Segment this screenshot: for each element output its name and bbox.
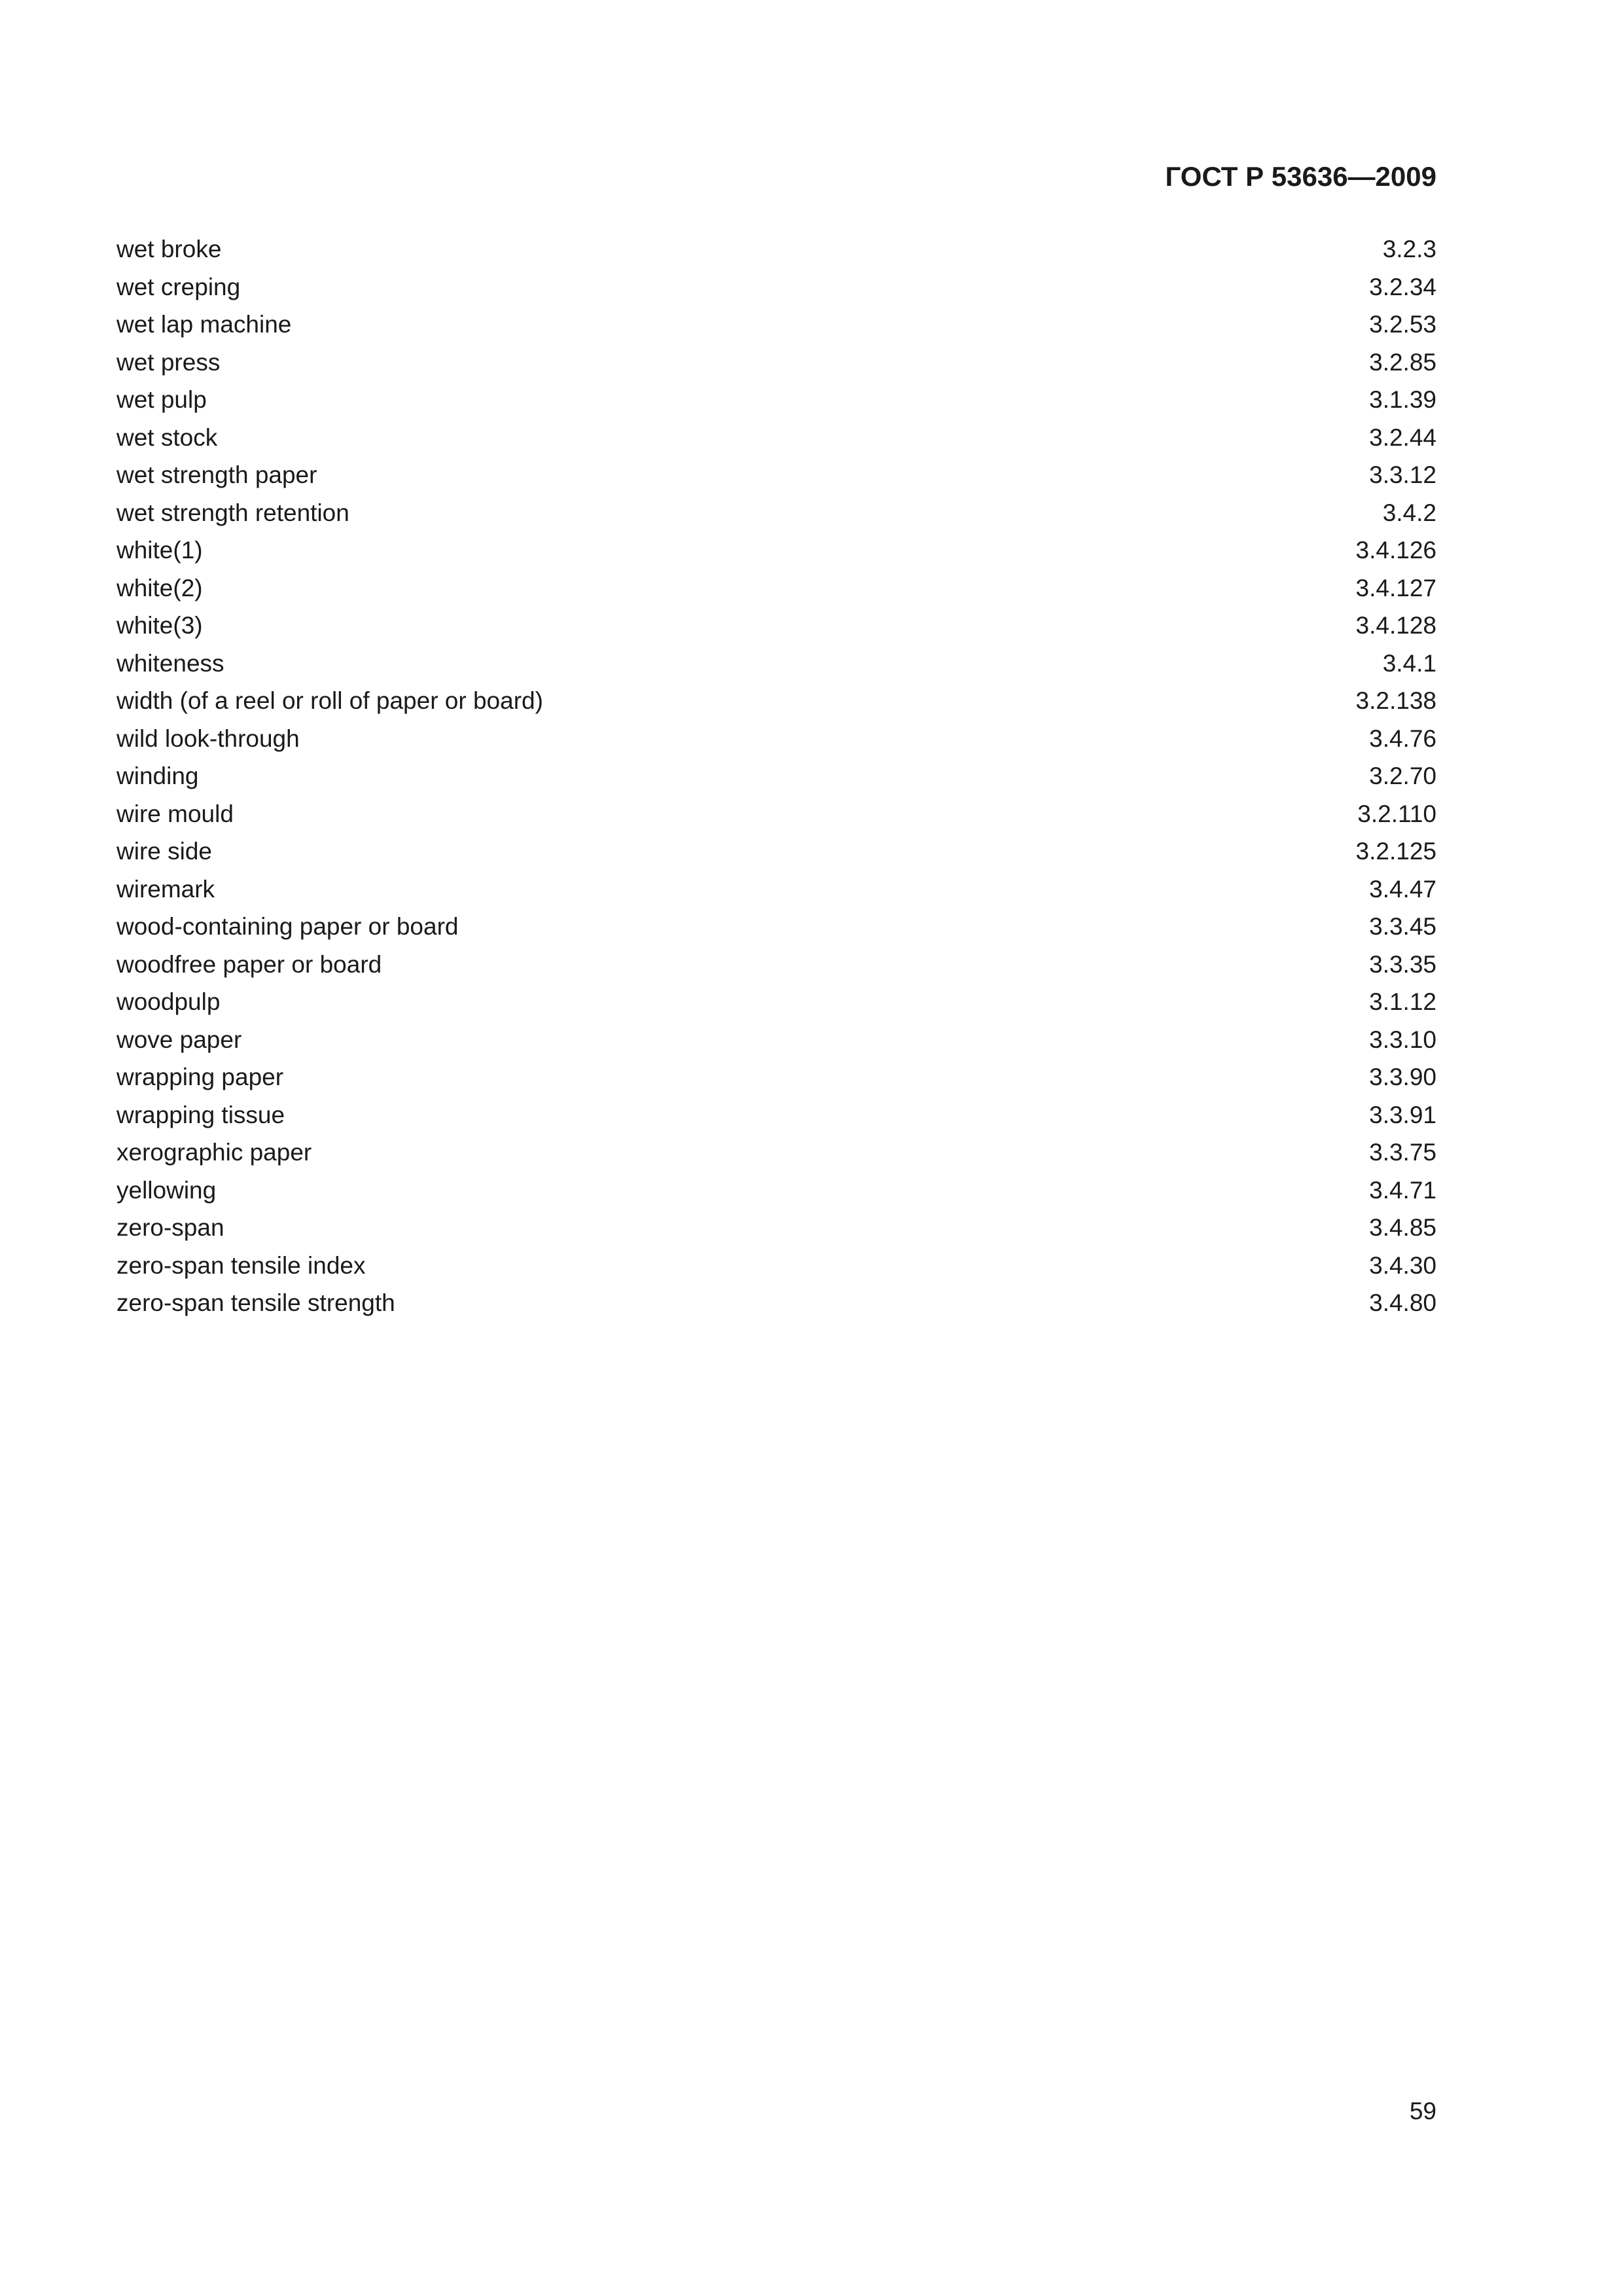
index-reference-number: 3.1.39 bbox=[1369, 386, 1436, 413]
index-reference-number: 3.2.44 bbox=[1369, 423, 1436, 451]
index-reference-number: 3.2.85 bbox=[1369, 348, 1436, 376]
index-entry bbox=[116, 946, 1436, 984]
index-entry bbox=[116, 795, 1436, 833]
index-entry bbox=[116, 531, 1436, 569]
index-entry bbox=[116, 1209, 1436, 1247]
index-term: xerographic paper bbox=[116, 1139, 312, 1166]
index-reference-number: 3.1.12 bbox=[1369, 988, 1436, 1015]
index-reference-number: 3.4.47 bbox=[1369, 875, 1436, 903]
index-entry bbox=[116, 720, 1436, 758]
index-entry bbox=[116, 230, 1436, 268]
index-reference-number: 3.4.127 bbox=[1355, 574, 1436, 601]
index-reference-number: 3.2.70 bbox=[1369, 762, 1436, 789]
index-entry bbox=[116, 494, 1436, 532]
index-entry bbox=[116, 1172, 1436, 1210]
index-term: wrapping tissue bbox=[116, 1101, 285, 1128]
index-reference-number: 3.4.126 bbox=[1355, 537, 1436, 564]
index-reference-number: 3.4.2 bbox=[1382, 499, 1436, 526]
index-entry bbox=[116, 1247, 1436, 1285]
index-term: wet pulp bbox=[116, 386, 207, 413]
index-term: wild look-through bbox=[116, 725, 300, 752]
index-reference-number: 3.2.3 bbox=[1382, 236, 1436, 262]
index-entry bbox=[116, 983, 1436, 1021]
index-reference-number: 3.4.1 bbox=[1382, 649, 1436, 677]
index-entry bbox=[116, 1284, 1436, 1322]
index-reference-number: 3.2.34 bbox=[1369, 273, 1436, 300]
index-term: zero-span tensile index bbox=[116, 1251, 366, 1279]
index-entry bbox=[116, 607, 1436, 645]
index-reference-number: 3.3.75 bbox=[1369, 1139, 1436, 1166]
index-term: wire mould bbox=[116, 800, 234, 827]
index-term: zero-span tensile strength bbox=[116, 1289, 395, 1316]
index-entry bbox=[116, 1058, 1436, 1096]
index-term: woodpulp bbox=[116, 988, 221, 1015]
index-entry bbox=[116, 569, 1436, 607]
index-term: wet strength retention bbox=[116, 499, 349, 526]
index-reference-number: 3.2.138 bbox=[1355, 687, 1436, 714]
index-reference-number: 3.3.35 bbox=[1369, 950, 1436, 978]
index-term: wet broke bbox=[116, 236, 222, 262]
index-term: width (of a reel or roll of paper or board) bbox=[116, 687, 543, 714]
index-term: white(3) bbox=[116, 612, 203, 639]
index-term: whiteness bbox=[116, 649, 224, 677]
index-term: wet lap machine bbox=[116, 311, 292, 338]
index-reference-number: 3.4.85 bbox=[1369, 1214, 1436, 1241]
index-reference-number: 3.4.80 bbox=[1369, 1289, 1436, 1316]
index-entry bbox=[116, 1021, 1436, 1059]
index-reference-number: 3.3.45 bbox=[1369, 913, 1436, 940]
index-entry bbox=[116, 306, 1436, 344]
term-index-list bbox=[116, 230, 1436, 1322]
index-term: wire side bbox=[116, 838, 212, 865]
index-entry bbox=[116, 268, 1436, 306]
index-entry bbox=[116, 456, 1436, 494]
index-entry bbox=[116, 908, 1436, 946]
index-entry bbox=[116, 757, 1436, 795]
index-reference-number: 3.4.71 bbox=[1369, 1176, 1436, 1204]
index-term: zero-span bbox=[116, 1214, 224, 1241]
index-term: winding bbox=[116, 762, 199, 789]
index-term: wove paper bbox=[116, 1026, 242, 1053]
index-reference-number: 3.3.91 bbox=[1369, 1101, 1436, 1128]
index-entry bbox=[116, 419, 1436, 457]
index-term: wiremark bbox=[116, 875, 215, 903]
document-code-header: ГОСТ Р 53636—2009 bbox=[1165, 161, 1436, 192]
index-entry bbox=[116, 344, 1436, 382]
index-term: woodfree paper or board bbox=[116, 950, 382, 978]
index-reference-number: 3.4.76 bbox=[1369, 725, 1436, 752]
index-reference-number: 3.4.128 bbox=[1355, 612, 1436, 639]
index-term: wet press bbox=[116, 348, 221, 376]
index-reference-number: 3.4.30 bbox=[1369, 1251, 1436, 1279]
index-entry bbox=[116, 381, 1436, 419]
index-entry bbox=[116, 645, 1436, 683]
index-reference-number: 3.3.10 bbox=[1369, 1026, 1436, 1053]
index-term: wet creping bbox=[116, 273, 241, 300]
index-reference-number: 3.2.53 bbox=[1369, 311, 1436, 338]
index-term: wrapping paper bbox=[116, 1064, 284, 1090]
index-term: white(2) bbox=[116, 574, 203, 601]
index-entry bbox=[116, 1134, 1436, 1172]
index-entry bbox=[116, 870, 1436, 908]
page-number: 59 bbox=[1409, 2098, 1436, 2125]
index-term: white(1) bbox=[116, 537, 203, 564]
index-reference-number: 3.3.90 bbox=[1369, 1064, 1436, 1090]
index-reference-number: 3.2.110 bbox=[1357, 800, 1436, 827]
index-term: wood-containing paper or board bbox=[116, 913, 459, 940]
index-reference-number: 3.2.125 bbox=[1355, 838, 1436, 865]
index-term: wet stock bbox=[116, 423, 218, 451]
index-term: wet strength paper bbox=[116, 461, 317, 488]
index-entry bbox=[116, 1096, 1436, 1134]
index-term: yellowing bbox=[116, 1176, 217, 1204]
index-entry bbox=[116, 833, 1436, 870]
index-reference-number: 3.3.12 bbox=[1369, 461, 1436, 488]
index-entry bbox=[116, 682, 1436, 720]
